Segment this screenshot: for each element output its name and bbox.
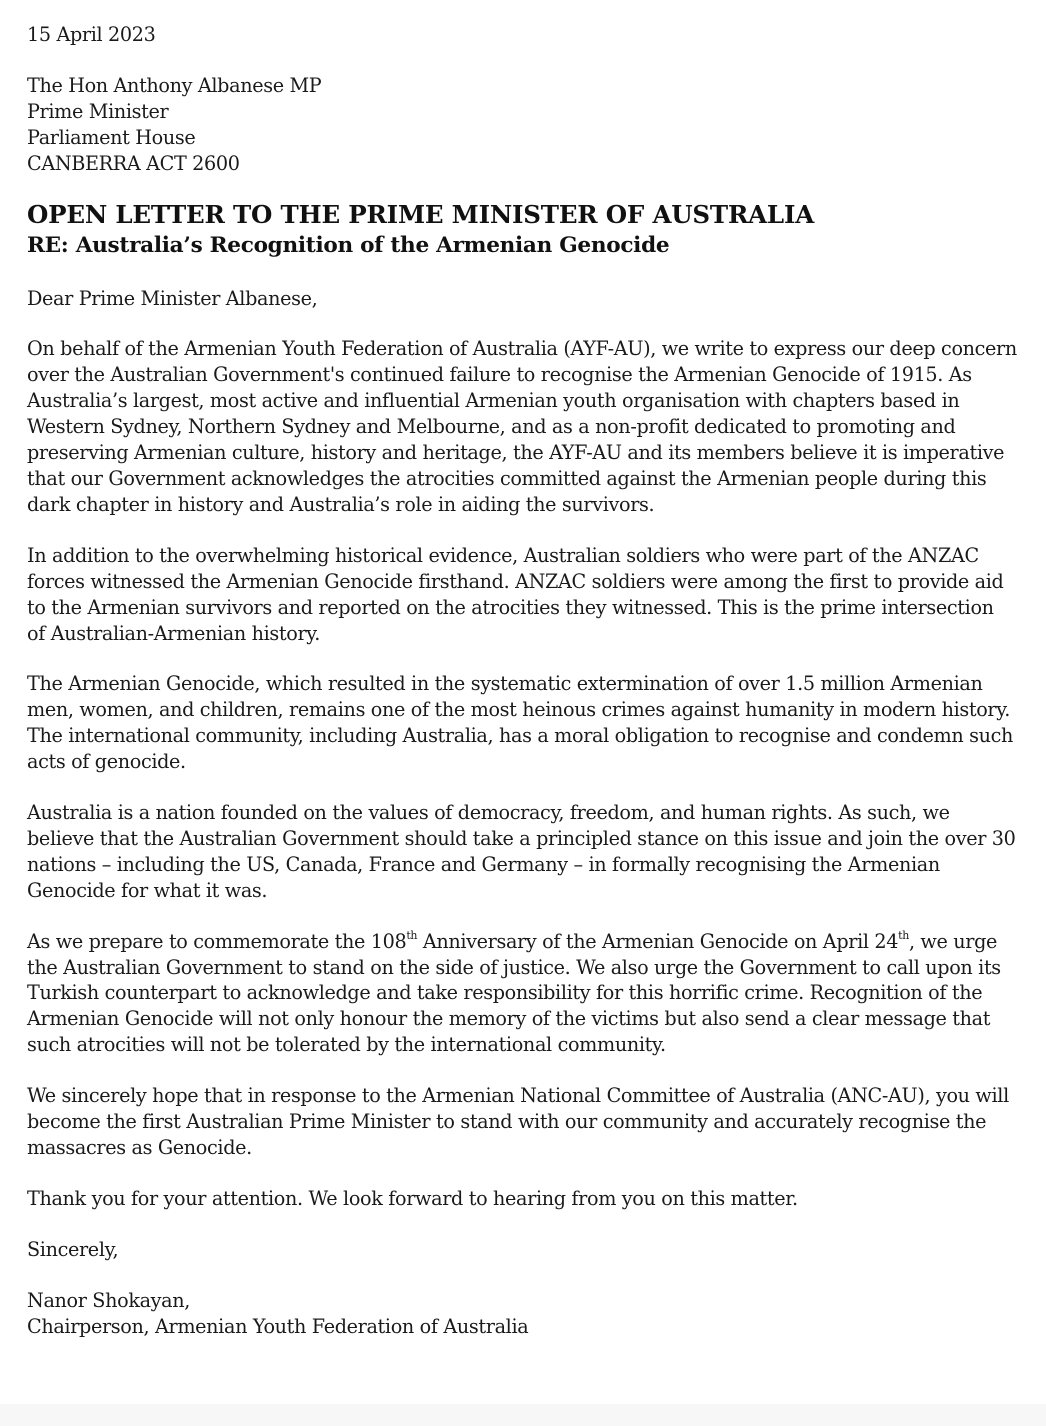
letter-title: OPEN LETTER TO THE PRIME MINISTER OF AUSTRALIA (27, 199, 815, 229)
signatory-role: Chairperson, Armenian Youth Federation of Australia (27, 1314, 529, 1338)
body-paragraph-3: The Armenian Genocide, which resulted in the systematic extermination of over 1.5 million Armenian men, women, and children, remains one of the most heinous crimes against humanity in modern history. The international community, including Australia, has a moral obligation to recognise and condemn such acts of genocide. (27, 672, 1014, 774)
signature-block (27, 1288, 1017, 1340)
recipient-name: The Hon Anthony Albanese MP (27, 73, 322, 97)
paragraph-5-text-b: Anniversary of the Armenian Genocide on April 24 (417, 929, 899, 953)
paragraph-5-text-c: , we urge the Australian Government to stand on the side of justice. We also urge the Government to call upon its Turkish counterpart to acknowledge and take responsibility for this horrific crime. Recognition of the Armenian Genocide will not only honour the memory of the victims but also send a clear message that such atrocities will not be tolerated by the international community. (27, 929, 1001, 1057)
recipient-title: Prime Minister (27, 99, 169, 123)
salutation: Dear Prime Minister Albanese, (27, 286, 318, 310)
paragraph-5-text-a: As we prepare to commemorate the 108 (27, 929, 407, 953)
page-bottom-edge (0, 1404, 1046, 1426)
recipient-address (27, 73, 1017, 177)
body-paragraph-1: On behalf of the Armenian Youth Federation of Australia (AYF-AU), we write to express our deep concern over the Australian Government's continued failure to recognise the Armenian Genocide of 1915. As Australia’s largest, most active and influential Armenian youth organisation with chapters based in Western Sydney, Northern Sydney and Melbourne, and as a non-profit dedicated to promoting and preserving Armenian culture, history and heritage, the AYF-AU and its members believe it is imperative that our Government acknowledges the atrocities committed against the Armenian people during this dark chapter in history and Australia’s role in aiding the survivors. (27, 337, 1017, 516)
letter-heading (27, 199, 1017, 261)
body-paragraph-5 (27, 929, 1017, 1059)
letter-subject: RE: Australia’s Recognition of the Armenian Genocide (27, 232, 670, 258)
recipient-city: CANBERRA ACT 2600 (27, 151, 240, 175)
ordinal-suffix-108th: th (406, 929, 418, 943)
body-paragraph-4: Australia is a nation founded on the values of democracy, freedom, and human rights. As such, we believe that the Australian Government should take a principled stance on this issue and join the over 30 nations – including the US, Canada, France and Germany – in formally recognising the Armenian Genocide for what it was. (27, 801, 1016, 902)
signatory-name: Nanor Shokayan, (27, 1288, 191, 1312)
recipient-office: Parliament House (27, 125, 196, 149)
letter-document (27, 22, 1017, 1340)
body-paragraph-7: Thank you for your attention. We look forward to hearing from you on this matter. (27, 1186, 798, 1210)
closing: Sincerely, (27, 1237, 119, 1261)
ordinal-suffix-24th: th (898, 929, 909, 943)
body-paragraph-6: We sincerely hope that in response to the Armenian National Committee of Australia (ANC-AU), you will become the first Australian Prime Minister to stand with our community and accurately recognise the massacres as Genocide. (27, 1084, 1009, 1159)
letter-date: 15 April 2023 (27, 23, 156, 46)
body-paragraph-2: In addition to the overwhelming historical evidence, Australian soldiers who were part of the ANZAC forces witnessed the Armenian Genocide firsthand. ANZAC soldiers were among the first to provide aid to the Armenian survivors and reported on the atrocities they witnessed. This is the prime intersection of Australian-Armenian history. (27, 543, 1004, 645)
